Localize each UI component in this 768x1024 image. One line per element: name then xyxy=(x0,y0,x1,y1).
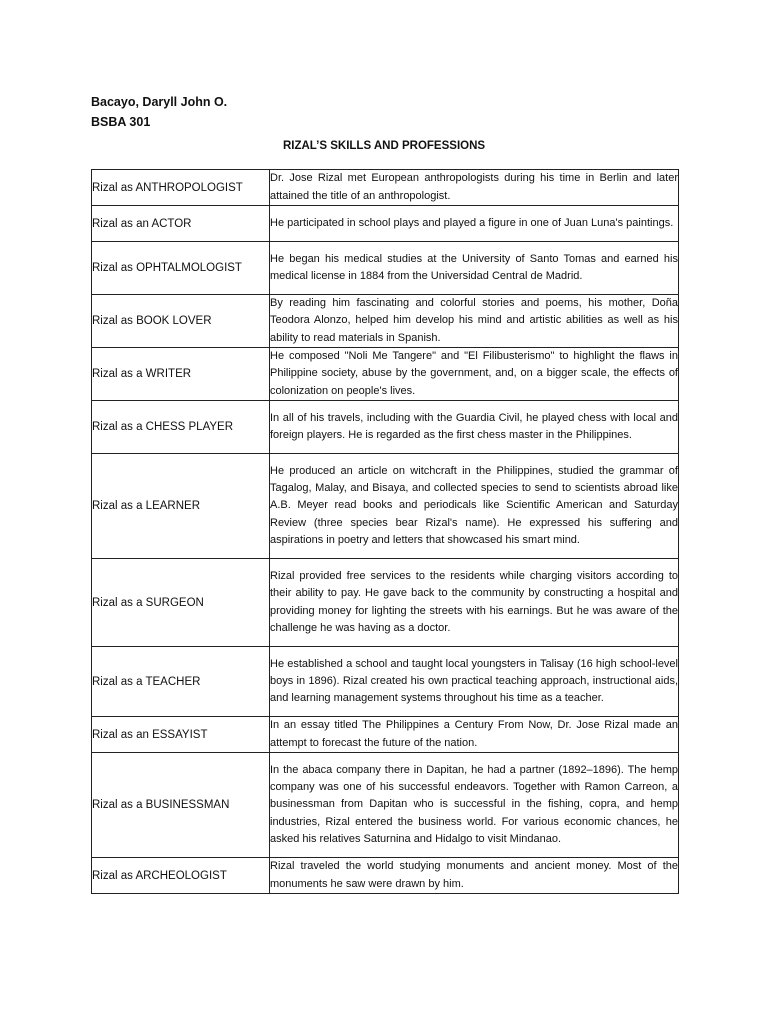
role-cell: Rizal as OPHTALMOLOGIST xyxy=(92,242,270,295)
description-cell: In the abaca company there in Dapitan, he had a partner (1892–1896). The hemp company was one of his successful endeavors. Together with Ramon Carreon, a businessman from Dapitan who is successful in the fishing, copra, and hemp industries, Rizal entered the business world. For various economic chances, he asked his relatives Saturnina and Hidalgo to visit Mindanao. xyxy=(270,753,679,858)
table-row xyxy=(92,454,679,559)
document-header xyxy=(91,92,227,132)
role-cell: Rizal as a TEACHER xyxy=(92,647,270,717)
role-cell: Rizal as ANTHROPOLOGIST xyxy=(92,170,270,206)
document-title: RIZAL’S SKILLS AND PROFESSIONS xyxy=(282,140,486,152)
role-cell: Rizal as an ACTOR xyxy=(92,206,270,242)
table-row xyxy=(92,753,679,858)
student-name: Bacayo, Daryll John O. xyxy=(91,95,228,109)
role-cell: Rizal as BOOK LOVER xyxy=(92,295,270,348)
table-row xyxy=(92,717,679,753)
description-cell: Rizal provided free services to the residents while charging visitors according to their ability to pay. He gave back to the community by constructing a hospital and providing money for lighting the streets with his earnings. But he was aware of the challenge he was having as a doctor. xyxy=(270,559,679,647)
role-cell: Rizal as a BUSINESSMAN xyxy=(92,753,270,858)
student-section: BSBA 301 xyxy=(91,115,151,129)
description-cell: He established a school and taught local youngsters in Talisay (16 high school-level boys in 1896). Rizal created his own practical teaching approach, instructional aids, and learning management systems throughout his time as a teacher. xyxy=(270,647,679,717)
description-cell: He began his medical studies at the University of Santo Tomas and earned his medical license in 1884 from the Universidad Central de Madrid. xyxy=(270,242,679,295)
description-cell: He participated in school plays and played a figure in one of Juan Luna's paintings. xyxy=(270,206,679,242)
table-row xyxy=(92,401,679,454)
role-cell: Rizal as a WRITER xyxy=(92,348,270,401)
table-row xyxy=(92,242,679,295)
description-cell: He composed "Noli Me Tangere" and "El Filibusterismo" to highlight the flaws in Philippine society, abuse by the government, and, on a bigger scale, the effects of colonization on people's lives. xyxy=(270,348,679,401)
table-row xyxy=(92,170,679,206)
role-cell: Rizal as an ESSAYIST xyxy=(92,717,270,753)
skills-table xyxy=(91,169,679,894)
description-cell: By reading him fascinating and colorful stories and poems, his mother, Doña Teodora Alonzo, helped him develop his mind and artistic abilities as well as his ability to read materials in Spanish. xyxy=(270,295,679,348)
table-row xyxy=(92,858,679,894)
table-row xyxy=(92,206,679,242)
description-cell: Dr. Jose Rizal met European anthropologists during his time in Berlin and later attained the title of an anthropologist. xyxy=(270,170,679,206)
description-cell: In all of his travels, including with the Guardia Civil, he played chess with local and foreign players. He is regarded as the first chess master in the Philippines. xyxy=(270,401,679,454)
description-cell: Rizal traveled the world studying monuments and ancient money. Most of the monuments he saw were drawn by him. xyxy=(270,858,679,894)
table-row xyxy=(92,559,679,647)
table-row xyxy=(92,647,679,717)
table-row xyxy=(92,295,679,348)
role-cell: Rizal as ARCHEOLOGIST xyxy=(92,858,270,894)
table-row xyxy=(92,348,679,401)
role-cell: Rizal as a SURGEON xyxy=(92,559,270,647)
role-cell: Rizal as a LEARNER xyxy=(92,454,270,559)
description-cell: In an essay titled The Philippines a Century From Now, Dr. Jose Rizal made an attempt to forecast the future of the nation. xyxy=(270,717,679,753)
role-cell: Rizal as a CHESS PLAYER xyxy=(92,401,270,454)
description-cell: He produced an article on witchcraft in the Philippines, studied the grammar of Tagalog, Malay, and Bisaya, and collected species to send to scientists abroad like A.B. Meyer read books and periodicals like Scientific American and Saturday Review (three species bear Rizal's name). He expressed his suffering and aspirations in poetry and letters that showcased his smart mind. xyxy=(270,454,679,559)
